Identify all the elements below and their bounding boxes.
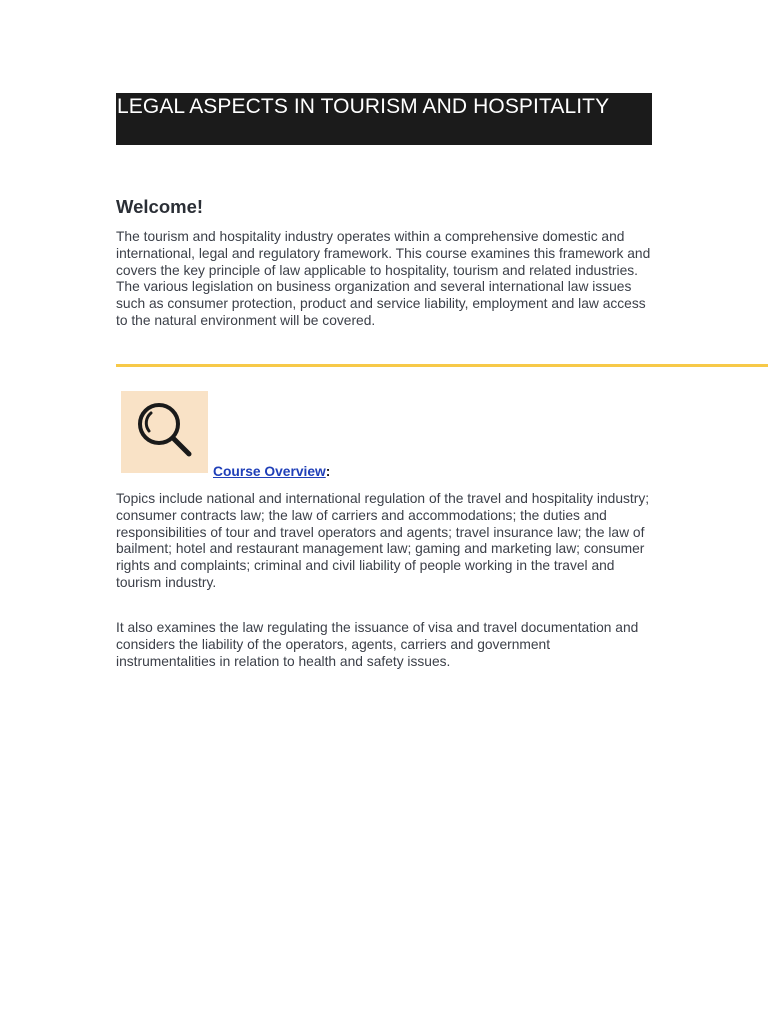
magnifying-glass-svg [121,391,208,473]
topics-paragraph: Topics include national and international regulation of the travel and hospitality industry; consumer contracts law; the law of carriers and accommodations; the duties and responsibilities of tour and travel operators and agents; travel insurance law; the law of bailment; hotel and restaurant management law; gaming and marketing law; consumer rights and complaints; criminal and civil liability of people working in the travel and tourism industry. [116,491,650,590]
section-divider [116,364,768,367]
course-overview-link[interactable]: Course Overview [213,464,326,479]
welcome-heading: Welcome! [116,196,204,217]
course-overview-heading [213,463,330,480]
magnifying-glass-icon [121,391,208,473]
also-paragraph: It also examines the law regulating the issuance of visa and travel documentation and considers the liability of the operators, agents, carriers and government instrumentalities in relation to health and safety issues. [116,620,639,669]
course-overview-colon: : [325,464,331,479]
intro-paragraph: The tourism and hospitality industry operates within a comprehensive domestic and international, legal and regulatory framework. This course examines this framework and covers the key principle of law applicable to hospitality, tourism and related industries. The various legislation on business organization and several international law issues such as consumer protection, product and service liability, employment and law access to the natural environment will be covered. [116,229,651,328]
page-title: LEGAL ASPECTS IN TOURISM AND HOSPITALITY [116,93,652,145]
